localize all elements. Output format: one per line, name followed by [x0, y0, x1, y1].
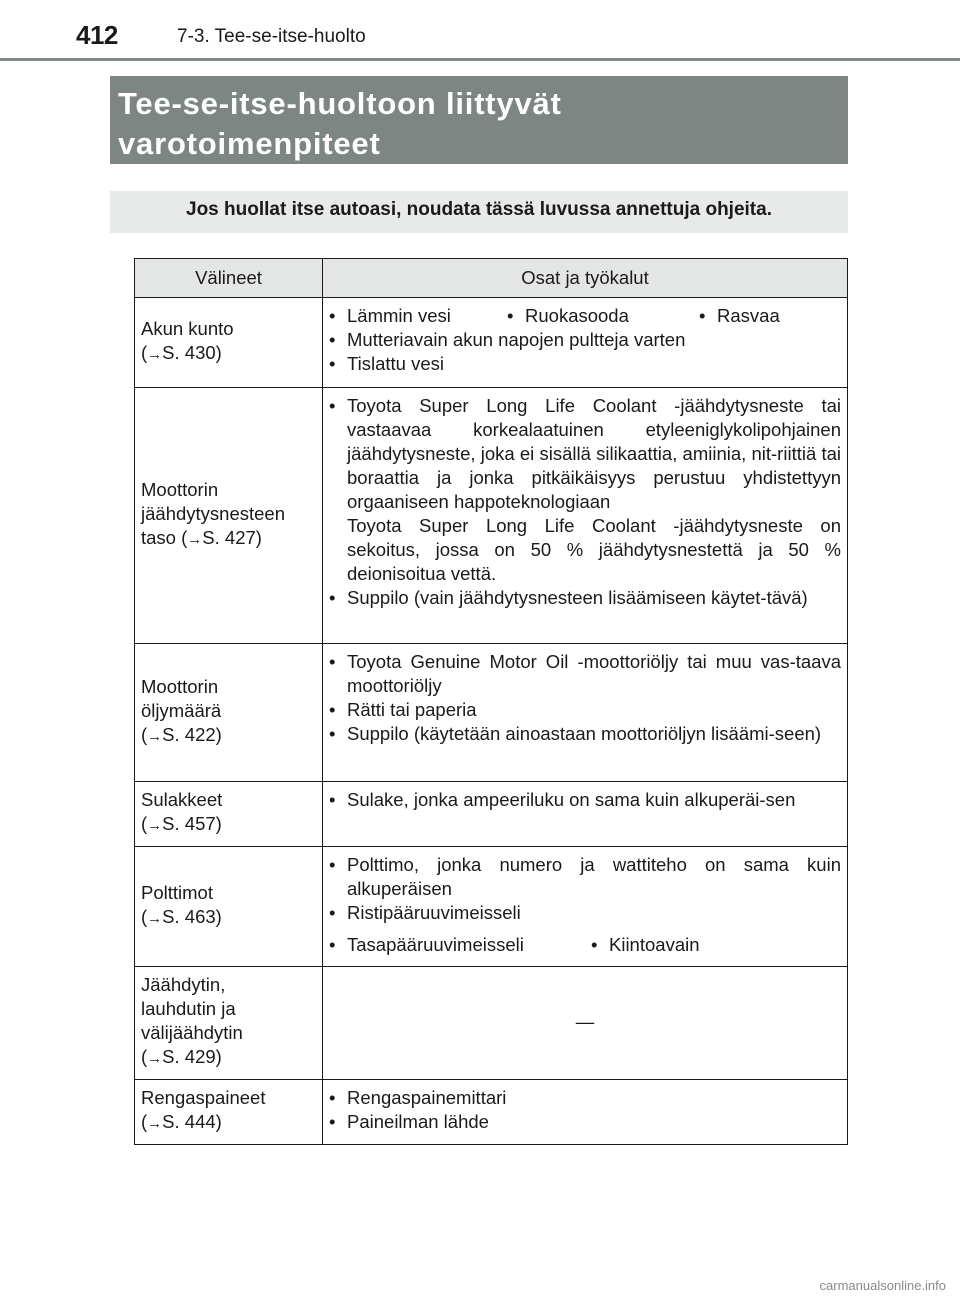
footer-watermark: carmanualsonline.info [819, 1278, 946, 1293]
parts-cell [323, 847, 848, 967]
table-header-row [135, 259, 848, 298]
tool-name: öljymäärä [141, 699, 222, 721]
tool-ref: (→S. 429) [141, 1046, 222, 1067]
title-line-2: varotoimenpiteet [118, 126, 381, 161]
table-row [135, 782, 848, 847]
ref-prefix: taso ( [141, 526, 188, 548]
ref-link[interactable]: S. 457) [162, 813, 222, 834]
part-item: • Kiintoavain [591, 933, 700, 957]
tool-cell [135, 388, 323, 644]
arrow-icon: → [187, 530, 203, 548]
tool-cell [135, 967, 323, 1080]
parts-cell [323, 782, 848, 847]
page-header [0, 0, 960, 62]
tool-name: Moottorin [141, 478, 219, 500]
part-item: • Rasvaa [699, 304, 780, 328]
part-item: • Paineilman lähde [329, 1110, 841, 1134]
tool-name: Moottorin [141, 675, 219, 697]
header-parts: Osat ja työkalut [323, 259, 848, 298]
tool-name: välijäähdytin [141, 1022, 243, 1043]
part-item: • Tislattu vesi [329, 352, 841, 376]
tools-table [134, 258, 848, 1145]
tool-name: lauhdutin ja [141, 998, 236, 1019]
parts-list [329, 586, 841, 610]
tool-name: Akun kunto [141, 317, 234, 339]
ref-link[interactable]: S. 427) [202, 526, 262, 548]
ref-link[interactable]: S. 444) [162, 1111, 222, 1132]
tool-cell [135, 1080, 323, 1145]
part-item: • Toyota Genuine Motor Oil -moottoriöljy tai muu vas-taava moottoriöljy [329, 650, 841, 698]
ref-link[interactable]: S. 463) [162, 905, 222, 927]
arrow-icon: → [147, 727, 163, 745]
table-row [135, 388, 848, 644]
intro-text: Jos huollat itse autoasi, noudata tässä luvussa annettuja ohjeita. [186, 199, 772, 220]
tool-name: Rengaspaineet [141, 1087, 266, 1108]
parts-list [329, 853, 841, 925]
tool-cell [135, 782, 323, 847]
parts-dash: — [575, 1011, 595, 1032]
parts-cell [323, 644, 848, 782]
table-row [135, 1080, 848, 1145]
page-number: 412 [76, 20, 118, 50]
section-label: 7-3. Tee-se-itse-huolto [177, 26, 366, 47]
part-item: • Mutteriavain akun napojen pultteja varten [329, 328, 841, 352]
table-row [135, 967, 848, 1080]
part-item: • Tasapääruuvimeisseli [329, 933, 591, 957]
tool-ref: (→S. 422) [141, 723, 222, 745]
part-item: • Suppilo (käytetään ainoastaan moottoriöljyn lisäämi-seen) [329, 722, 841, 746]
title-line-1: Tee-se-itse-huoltoon liittyvät [118, 86, 562, 121]
tool-ref: (→S. 457) [141, 813, 222, 834]
parts-cell [323, 1080, 848, 1145]
parts-list [329, 788, 841, 812]
parts-list [329, 1086, 841, 1134]
ref-link[interactable]: S. 430) [162, 341, 222, 363]
parts-cell [323, 298, 848, 388]
arrow-icon: → [147, 345, 163, 363]
tool-cell [135, 644, 323, 782]
parts-list [329, 650, 841, 746]
tool-cell [135, 298, 323, 388]
tool-ref [141, 526, 316, 552]
part-item: • Rengaspainemittari [329, 1086, 841, 1110]
tool-ref: (→S. 430) [141, 341, 222, 363]
arrow-icon: → [147, 1050, 163, 1067]
parts-list [329, 394, 841, 514]
part-item: • Lämmin vesi [329, 304, 507, 328]
part-item: • Ruokasooda [507, 304, 699, 328]
intro-box [110, 191, 848, 233]
table-row [135, 298, 848, 388]
part-item: • Toyota Super Long Life Coolant -jäähdytysneste tai vastaavaa korkealaatuinen etyleeniglykolipohjainen jäähdytysneste, joka ei sisällä silikaattia, amiinia, nit-riittiä tai boraattia ja jonka pitkäikäisyys perustuu yhdistettyyn orgaaniseen happoteknologiaan [329, 394, 841, 514]
part-item: • Suppilo (vain jäähdytysnesteen lisäämiseen käytet-tävä) [329, 586, 841, 610]
parts-cell [323, 967, 848, 1080]
ref-link[interactable]: S. 422) [162, 723, 222, 745]
tool-ref: (→S. 463) [141, 905, 222, 927]
table-row [135, 644, 848, 782]
header-tools: Välineet [135, 259, 323, 298]
part-item: • Ristipääruuvimeisseli [329, 901, 841, 925]
parts-cell [323, 388, 848, 644]
tool-name: Polttimot [141, 881, 213, 903]
parts-inline [329, 304, 841, 328]
tool-name: Jäähdytin, [141, 974, 226, 995]
tool-cell [135, 847, 323, 967]
parts-list [329, 328, 841, 376]
arrow-icon: → [147, 817, 163, 834]
parts-inline [329, 933, 841, 957]
part-item: • Polttimo, jonka numero ja wattiteho on sama kuin alkuperäisen [329, 853, 841, 901]
ref-link[interactable]: S. 429) [162, 1046, 222, 1067]
part-note: Toyota Super Long Life Coolant -jäähdytysneste on sekoitus, jossa on 50 % jäähdytysnestettä ja 50 % deionisoitua vettä. [347, 515, 841, 584]
tool-name: Sulakkeet [141, 789, 223, 810]
tool-name: jäähdytysnesteen [141, 502, 285, 524]
part-item: • Sulake, jonka ampeeriluku on sama kuin alkuperäi-sen [329, 788, 841, 812]
arrow-icon: → [147, 1115, 163, 1132]
table-row [135, 847, 848, 967]
header-rule [0, 58, 960, 61]
tool-ref: (→S. 444) [141, 1111, 222, 1132]
arrow-icon: → [147, 909, 163, 927]
part-item: • Rätti tai paperia [329, 698, 841, 722]
title-box [110, 76, 848, 164]
